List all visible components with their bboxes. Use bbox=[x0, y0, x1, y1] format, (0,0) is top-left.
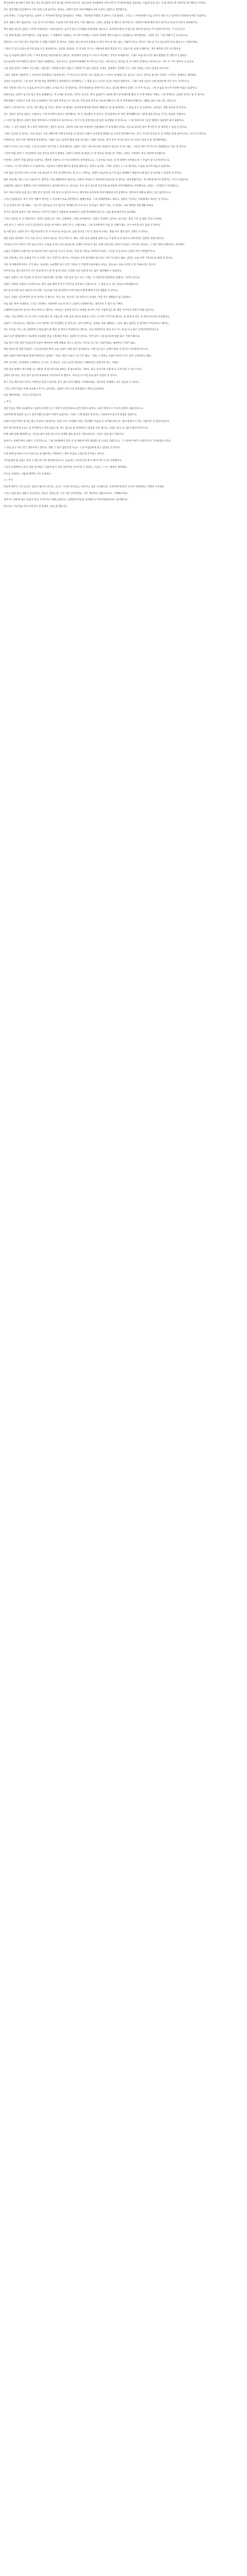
article-paragraph: 결혼생활이 오래되다 보면 서로 익숙해져서 이런 일에 무뎌질 수도 있는데, 이번 일을 계기로 서로에 대해 다시 한 번 생각해보게 됐어요. 대화를 많이 나눈 것도 좋았고요. bbox=[4, 100, 177, 103]
article-paragraph: 회사일에서 돌아와서 잠깐 쉬고 있는데 남편이 문자 하나를 보여주더라구요. 퇴근길에 지하철에서 어떤 여자가 자기한테 말을 걸었대요. 처음엔 길을 묻는 건 줄 알았는데 연락처를 물어봤다고 하네요. bbox=[4, 2, 207, 5]
article-paragraph: 남편도 앞으로는 무슨 일이 있으면 바로바로 이야기하기로 했어요. 저희 둘 다 이번 일로 많이 성장한 것 같아요. bbox=[4, 375, 118, 378]
article-paragraph: 12년 동안 함께하면서 서로에게 익숙해진 만큼 소홀해진 부분도 있었던 것 같아요. 이번 일이 그걸 돌아보게 해준 좋은 기회가 됐어요. bbox=[4, 335, 140, 338]
article-paragraph: 물론 사람이 하루아침에 완전히 변하지는 않겠죠. 가끔은 예전 모습이 나오기도 해요. 그래도 노력하는 모습이 보여서 저도 같이 노력하려고 해요. bbox=[4, 355, 152, 358]
article-paragraph: 그리고 결혼기념일 여행 다녀와서 후기도 남길게요. 남편이 어떤 곳을 준비했을지 정말 궁금하네요. bbox=[4, 387, 105, 391]
article-paragraph: 모두들 사랑하는 사람과 행복한 시간 보내세요. bbox=[4, 472, 52, 476]
article-paragraph: 다음 달이 저희 결혼기념일인데 남편이 벌써부터 여행 계획을 세우고 있어요. 어디로 가는지는 비밀이래요. 벌써부터 기대가 돼요. bbox=[4, 342, 136, 345]
article-paragraph: 결혼하고 나서 이런 일이 처음이라 더 당황스러웠던 것 같아요. 남편은 평소에 여자 문제로 속 썩인 적이 한 번도 없는 사람이거든요. 회식도 거의 안 가고 퇴근하면 바로 집에 오는 사람이에요. bbox=[4, 41, 199, 44]
article-paragraph: 이제 집에 돌아와서 다시 일상으로 돌아왔지만, 여행에서 느꼈던 마음을 오래오래 간직하고 싶어요. bbox=[4, 453, 105, 456]
article-paragraph: 돌아오는 비행기에서 남편이 그러더라구요. 그때 지하철에서 번호 준 일 때문에 제가 화냈던 게 오히려 고맙다고요. 그 덕분에 저희가 이렇게 다시 가까워졌으니까요. bbox=[4, 440, 172, 443]
article-paragraph: 부부 사이라는 게 한쪽만 노력해서는 안 되는 것 같아요. 서로 조금씩 양보하고 이해하면서 맞춰가야 하는 거겠죠. bbox=[4, 361, 119, 364]
article-paragraph: 오늘도 남편은 퇴근하면서 꽃 한 송이를 사 왔어요. 무슨 날도 아닌데 그냥 생각나서 샀대요. 이런 작은 변화들이 참 고맙네요. bbox=[4, 296, 132, 299]
article-paragraph: 사실 남편 입장도 이해가 가긴 해요. 사람 많은 지하철 안에서 대놓고 거절하기가 쉽지 않았을 거예요. 상대방도 민망할 거고, 주변 사람들 시선도 있었을 테니까요. bbox=[4, 67, 169, 70]
article-paragraph: 저는 남편이 번호를 줬다는 사실보다, 그게 아무렇지 않다고 생각했다는 게 더 서운했던 것 같아요. 제 입장에서 한 번만 생각해봤으면 그렇게 쉽게 번호를 주지는 않았을 거잖아요. bbox=[4, 113, 186, 116]
article-paragraph: 이제는 그 일이 있었던 게 오히려 다행이라는 생각도 들어요. 덕분에 서로 어떤 부분에서 서운해하는지 알게 됐으니까요. 앞으로 비슷한 일이 생기면 더 잘 대처할 수 있을 것 같아요. bbox=[4, 126, 188, 129]
article-paragraph: 신혼여행 때 묵었던 숙소도 찾아가봤는데 많이 바뀌어 있었어요. 그래도 그때 걸었던 바닷가는 그대로여서 둘이서 한참을 걸었어요. bbox=[4, 414, 138, 417]
article-paragraph: 그래서 더 믿고 있었는데 이번 일로 조금 흔들렸어요. 남편을 의심하는 건 아닌데, 모르는 사람한테 쉽게 번호를 주는 모습이 좀 실망스러웠어요. 제가 예민한 건지 모르겠어요. bbox=[4, 47, 182, 50]
article-paragraph: 이런 게 전화위복이라는 건가 봐요. 처음에는 속상했던 일이 결국 가족을 더 가깝게 만들어줬으니까요. 앞으로도 서로 아끼면서 잘 지내보려고 합니다. bbox=[4, 263, 156, 266]
article-paragraph: 지난 주말에는 근처 공원에 가서 도시락도 먹고 자전거도 탔어요. 아이들이 너무 좋아해서 앞으로도 자주 다니려고 해요. 남편도 요즘 부쩍 가정적으로 변한 것 같아요. bbox=[4, 257, 173, 260]
article-paragraph: 남편은 다음부터는 그런 일이 생기면 바로 결혼했다고 말하겠다고 약속했어요. 그 말을 듣고 나니까 조금은 마음이 풀렸어요. 그래도 며칠 동안은 남편 휴대폰에 자꾸 눈이 가더라구요. bbox=[4, 80, 190, 83]
article-paragraph: 문자 내용은 별거 없었어요. 오늘 만나서 반가웠다, 다음에 커피 한잔 하자, 이런 내용이요. 남편은 답장을 안 했다고 하더라구요. 저한테 어떻게 해야 할지 물어보는데 순간 머리가 하얘졌어요. bbox=[4, 22, 199, 25]
article-paragraph: 앞으로도 지금처럼 서로 아끼면서 잘 살게요. 다들 감사합니다. bbox=[4, 505, 68, 508]
article-paragraph: 주변에서는 제가 너무 예민하게 반응했다는 사람도 있고, 당연히 화낼 만한 일이라는 사람도 있어요. 결국 부부 사이의 일이니까 저희가 알아서 잘 정리해야겠죠. bbox=[4, 139, 167, 142]
article-paragraph: 그날 밤에 한참을 이야기했어요. 남편 말로는 그 상황에서 거절하는 게 너무 어색했고, 어차피 연락할 생각이 없으니 상관없다고 생각했대요. 그런데 저는 그게 이해가 안 되더라구요. bbox=[4, 35, 188, 38]
article-paragraph: 그런데 며칠 전에 그 여자한테서 다른 번호로 문자가 왔대요. 남편이 차단한 걸 알았는지 새 번호로 연락을 한 거예요. 남편은 이번에도 바로 저한테 보여줬어요. bbox=[4, 152, 167, 155]
article-paragraph: 다음 날 아침에 남편이 먼저 그 여자 번호를 차단하겠다고 했어요. 제 앞에서 문자를 다 지우고 차단하는 것까지 보여줬어요. 그래도 마음 한구석이 계속 찜찜한 건 어쩔 수가 없네요. bbox=[4, 54, 188, 57]
article-paragraph: 다들 좋은 하루 보내세요. 그리고 사랑하는 사람에게 오늘 한 번 더 고맙다고 말해보세요. 생각보다 큰 힘이 될 거예요. bbox=[4, 302, 124, 306]
article-paragraph: 물론 처음에는 화도 나고 서운하기도 했지만, 서로 대화하면서 풀어가는 과정이 저희를 더 단단하게 만들어준 것 같아요. 결혼생활이라는 게 이렇게 하나씩 맞춰가는 거구나 싶었어요. bbox=[4, 178, 189, 181]
article-paragraph: ++ 추가 bbox=[4, 479, 13, 482]
article-paragraph: 이번 일을 겪으면서 부부 사이에 가장 중요한 건 결국 솔직함이라는 걸 다시 느꼈어요. 남편이 처음부터 숨기지 않고 말해줬기 때문에 오해 없이 잘 넘어갈 수 있었던 것 같아요. bbox=[4, 172, 183, 175]
article-paragraph: 친구들한테 이야기했더니 반응이 정말 다양했어요. 어떤 친구는 솔직하게 말해준 게 어디냐고 하고, 어떤 친구는 번호를 준 것 자체가 문제라고 하더라구요. 저도 두 가지 생각이 다 들어요. bbox=[4, 61, 195, 64]
article-paragraph: 남편이 그러더라구요. 결혼하고 나서 저한테 너무 무심했던 것 같다고요. 일이 바쁘다는 핑계로 저랑 대화하는 시간도 많이 줄었던 것 같다면서 미안하다고 했어요. bbox=[4, 322, 170, 325]
article-paragraph: 그리고 번호를 준 건 잘못이라는 댓글도 많았는데 그것도 남편한테 그대로 보여줬어요. 남편도 반성하고 있어요. 앞으로는 절대 그런 일 없을 거라고 하네요. bbox=[4, 217, 163, 221]
article-paragraph: 이번 일을 통해서 제가 배운 건, 서운한 게 있으면 바로 말하는 게 중요하다는 거예요. 참고 넘어가면 나중에 더 크게 터질 수 있으니까요. bbox=[4, 368, 143, 371]
article-paragraph: 오랜만에 남편이랑 둘이서 저녁 데이트도 했어요. 아이들은 친정에 맡기고 연애할 때 자주 가던 식당에 갔는데, 옛날 이야기를 하면서 한참 웃었어요. bbox=[4, 309, 155, 312]
article-paragraph: 생각지도 못하게 많은 분들이 관심 가져주셔서 정말 놀랐어요. 남편한테 댓글을 보여줬더니 부끄러워하면서도 좋아했어요. bbox=[4, 499, 129, 502]
article-paragraph: 저도 아이들 키우느라 남편한테 신경을 많이 못 썼던 것 같아서 미안하다고 했어요. 서로 미안하다고 하다 보니 어느새 둘 다 눈물이 글썽글썽하더라구요. bbox=[4, 329, 160, 332]
article-paragraph: 이번에는 남편이 직접 답장을 보냈어요. 결혼한 사람이니 더 이상 연락하지 말아달라고요. 그 문자를 보내는 걸 제 옆에서 보여줬는데 그 모습이 참 든든하더라구요. bbox=[4, 159, 170, 162]
article-paragraph: 그동안 응원해주신 분들 정말 감사해요. 덕분에 용기 내서 남편이랑 이야기할 수 있었고, 지금은 그 어느 때보다 행복해요. bbox=[4, 466, 128, 469]
article-paragraph: 혹시 지금 배우자와 사이가 서먹하신 분들이 있다면, 용기 내서 먼저 대화를 시작해보세요. 생각보다 상대방도 같은 마음일 수 있어요. bbox=[4, 381, 140, 384]
article-paragraph: 추가로 댓글에 남편이 너무 착하다는 이야기가 많아서 남편한테 보여줬더니 엄청 뿌듯해하더라구요. 다들 좋게 봐주셔서 감사해요. bbox=[4, 211, 137, 214]
article-paragraph: 제가 화를 내니까 남편은 오히려 억울하다는 표정이었어요. 숨기지 않고 다 말했는데 왜 화를 내냐고요. 솔직하게 말한 건 맞는데, 애초에 번호를 주지 말았어야 하는 거 아닌가요? bbox=[4, 28, 185, 31]
article-paragraph: 남편이 그러더라구요. 자기는 제가 화를 낼 거라고 생각도 못 했대요. 솔직하게 말하면 당연히 괜찮다고 할 줄 알았대요. 그 말을 듣고 좀 웃겼어요. 남자들은 정말 단순한 것 같아요. bbox=[4, 107, 187, 109]
article-paragraph: 아이들이 아직 어려서 이런 일로 다투는 모습을 보이고 싶지 않았는데, 다행히 아이들이 잠든 뒤에 이야기를 나눠서 아이들은 아무것도 몰라요. 그 점은 정말 다행이라고 생각해요. bbox=[4, 244, 186, 247]
article-paragraph: 남편도 저한테 고맙다고 하더라구요. 화가 났을 텐데 끝까지 이야기를 들어줘서 고맙다고요. 그 말을 듣고 저도 마음이 따뜻해졌어요. bbox=[4, 283, 139, 286]
article-paragraph: 아이들한테 줄 선물도 잔뜩 사 왔는데 너무 좋아하더라구요. 다음에는 아이들이랑 같이 제주도에 가기로 약속했어요. bbox=[4, 460, 122, 463]
article-paragraph: 저도 결혼생활 12년째라서 이런 일에 크게 놀라지는 않아요. 남편이 먼저 이야기해줬으니까 오히려 고맙다고 생각했어요. bbox=[4, 8, 128, 11]
article-paragraph: 한편으로는 남편이 숨기지 않고 바로 말해줬다는 게 고마운 일이라는 생각도 들어요. 만약 숨겼다가 나중에 제가 알게 됐다면 훨씬 더 크게 싸웠을 거예요. 그런 면에서는 남편을 믿어도 될 것 같아요. bbox=[4, 93, 205, 96]
article-paragraph: 근데 문제는 그 다음이었어요. 남편이 그 여자한테 번호를 알려줬다는 거예요. 거절하면 민망할 것 같아서 그냥 줬대요. 그리고 그 여자한테서 지금 문자가 계속 오고 있다면서 저한테 보여준 거였어요. bbox=[4, 15, 207, 18]
article-paragraph: 요즘은 주말마다 남편이랑 아이들이랑 같이 나들이를 다니고 있어요. 이번 일 이후로 가족끼리 보내는 시간을 더 늘리자고 남편이 먼저 제안했거든요. bbox=[4, 250, 156, 253]
article-paragraph: 다들 행복하세요. 그리고 감사합니다. bbox=[4, 394, 42, 397]
article-paragraph: 그때는 서로 바쁘게 사느라 이런 시간을 많이 못 가졌는데, 이번 일을 계기로 둘만의 시간도 더 자주 가지기로 했어요. 한 달에 한 번은 꼭 데이트하기로 약속했어요. bbox=[4, 316, 170, 318]
article-paragraph: 제가 이렇게 신경 쓰는 모습을 보이니까 남편도 눈치를 보는 것 같았어요. 먼저 휴대폰을 보여주기도 하고, 퇴근할 때마다 연락도 더 자주 하고요. 그런 모습을 보니까 미안한 마음도 들었어요. bbox=[4, 87, 198, 90]
article-paragraph: 댓글에 제주도 어디 갔냐는 질문이 많아서 남겨요. 숙소는 서귀포 쪽이었고, 바닷가는 중문 근처였어요. 신혼여행 때 갔던 곳이라 저희한테는 특별한 곳이에요. bbox=[4, 485, 165, 488]
article-paragraph: 그리고 남편 편지 내용이 궁금하다는 분들도 계셨는데, 그건 저만 간직할게요. 너무 개인적인 내용이라서요. 이해해주세요. bbox=[4, 492, 129, 495]
article-paragraph: 그 말을 듣고 저도 같은 생각이라고 했어요. 정말 그 일이 없었으면 지금도 그냥 무덤덤하게 살고 있었을 것 같아요. bbox=[4, 446, 121, 449]
article-paragraph: 남편이 바닷가에서 편지를 줬는데 읽다가 울었어요. 12년 동안 고마웠던 것들, 미안했던 것들을 다 적어놨더라구요. 평소에 말수가 적은 사람이라 더 감동이었어요. bbox=[4, 420, 170, 423]
article-paragraph: 또 어떤 분은 남편이 혹시 저를 떠보려고 한 거 아니냐고 하셨는데, 남편 성격상 그런 건 절대 아니에요. 정말 아무 생각 없이 그랬던 거 같아요. bbox=[4, 231, 149, 234]
article-paragraph: 며칠이 지나고 나니 이제는 그냥 웃으면서 이야기할 수 있게 됐어요. 남편도 가끔 그때 이야기를 꺼내면서 장난을 치기도 해요. 그만큼 저희 사이가 다시 편해졌다는 뜻인 것 같아요. bbox=[4, 146, 187, 149]
article-paragraph: 결혼기념일 여행 다녀왔어요! 남편이 준비한 곳은 저희가 신혼여행으로 갔던 제주도였어요. 12년 만에 다시 가니까 감회가 새롭더라구요. bbox=[4, 407, 144, 410]
article-paragraph: 그 이야기를 했더니 남편이 한참 생각하더니 미안하다고 하더라구요. 자기가 제 입장이었으면 많이 속상했을 것 같다고요. 그 말 한마디에 그동안 쌓였던 서운함이 많이 풀렸어요. bbox=[4, 120, 185, 123]
article-paragraph: 마지막으로 댓글 달아주신 모든 분들께 다시 한 번 감사드려요. 다양한 의견 덕분에 저도 많이 생각해볼 수 있었어요. bbox=[4, 270, 122, 273]
article-paragraph: + 추가 bbox=[4, 400, 11, 403]
article-paragraph: 남편한테 고맙다고 말했더니 쑥스러워하면서도 좋아하더라구요. 앞으로도 무슨 일이 있으면 지금처럼 솔직하게 이야기해달라고 부탁했어요. 남편도 그러겠다고 약속했고요. bbox=[4, 185, 180, 188]
article-paragraph: 여행 내내 정말 행복했어요. 아이들 없이 둘만 있으니까 연애할 때로 돌아간 기분이었어요. 사진도 엄청 많이 찍었어요. bbox=[4, 433, 125, 436]
article-paragraph: 가끔은 남편이 너무 무심한 것 같아서 서운할 때도 있지만, 이번 일을 겪고 나니 그래도 이 사람이랑 결혼하길 잘했다는 생각이 들어요. bbox=[4, 276, 140, 279]
article-paragraph: 혹시 저와 비슷한 일을 겪고 계신 분이 있다면 너무 혼자 속 끓이지 마시고 배우자와 솔직하게 이야기해보셨으면 좋겠어요. 생각보다 대화로 풀리는 일이 많더라구요. bbox=[4, 191, 172, 194]
article-paragraph: 결혼 12년 차인데도 아직 서로 모르는 부분이 있다는 게 신기하기도 해요. 이번 일로 남편에 대해 조금 더 알게 된 것 같아서 나쁘지만은 않았던 경험이었어요. bbox=[4, 237, 165, 240]
article-paragraph: 긴 글 읽어주셔서 감사해요. 그냥 어디 털어놓을 곳이 없어서 적어봤는데 쓰다 보니 제 마음도 정리가 되는 것 같네요. 다들 행복한 결혼생활 하세요. bbox=[4, 205, 154, 208]
article-paragraph: 그래도 결혼한 사람이면 그 자리에서 결혼했다고 말하면 되는 거 아닌가요? 반지도 끼고 있었는데 그 여자가 못 봤을 리도 없고요. 알고도 번호를 물어본 거라면 그 여자도 문제라고 생각해요. bbox=[4, 74, 198, 77]
article-paragraph: 그래도 궁금한 건 있어요. 다른 분들은 이런 상황이면 어떻게 하셨을 것 같나요? 남편이 솔직하게 말해준 걸 고맙게 생각해야 하는 건지, 아니면 번호를 준 것 자체를 문제 삼아야 하는 건지 모르겠어요. bbox=[4, 132, 207, 135]
article-paragraph: 그리고 남편분들도 혹시 이런 상황이 생기면 그 자리에서 바로 결혼했다고 말해주세요. 그게 상대방한테도 예의고, 집에서 기다리는 아내한테도 예의인 것 같아요. bbox=[4, 198, 169, 201]
article-paragraph: 편지 마지막에 앞으로도 잘 부탁한다고 적혀 있었는데, 저도 앞으로 잘 부탁한다고 답장을 써서 줬어요. 남편도 읽고 눈시울이 붉어지더라구요. bbox=[4, 427, 149, 430]
article-paragraph: 어떤 분이 그 여자가 누군지 궁금하다고 하셨는데 저희도 전혀 모르는 사람이에요. 그냥 지하철에서 처음 본 사람이래요. 다시 마주칠 일은 없을 것 같아요. bbox=[4, 224, 161, 227]
article-paragraph: 그 뒤로는 더 이상 연락이 오지 않았어요. 처음부터 이렇게 했으면 좋았을 텐데 하는 생각도 들지만, 그래도 남편이 스스로 정리하는 모습을 보니까 마음이 놓였어요. bbox=[4, 165, 171, 168]
article-paragraph: 앞으로 또 어떤 일이 생길지 모르지만, 지금처럼 서로 솔직하게 이야기하면서 함께 헤쳐나가면 괜찮을 것 같아요. bbox=[4, 290, 119, 293]
article-paragraph: 예전 같았으면 결혼기념일도 그냥 넘어갔을 텐데, 요즘 남편이 정말 많이 달라졌어요. 주변 친구들도 남편이 변한 것 같다고 부러워하더라구요. bbox=[4, 348, 149, 351]
